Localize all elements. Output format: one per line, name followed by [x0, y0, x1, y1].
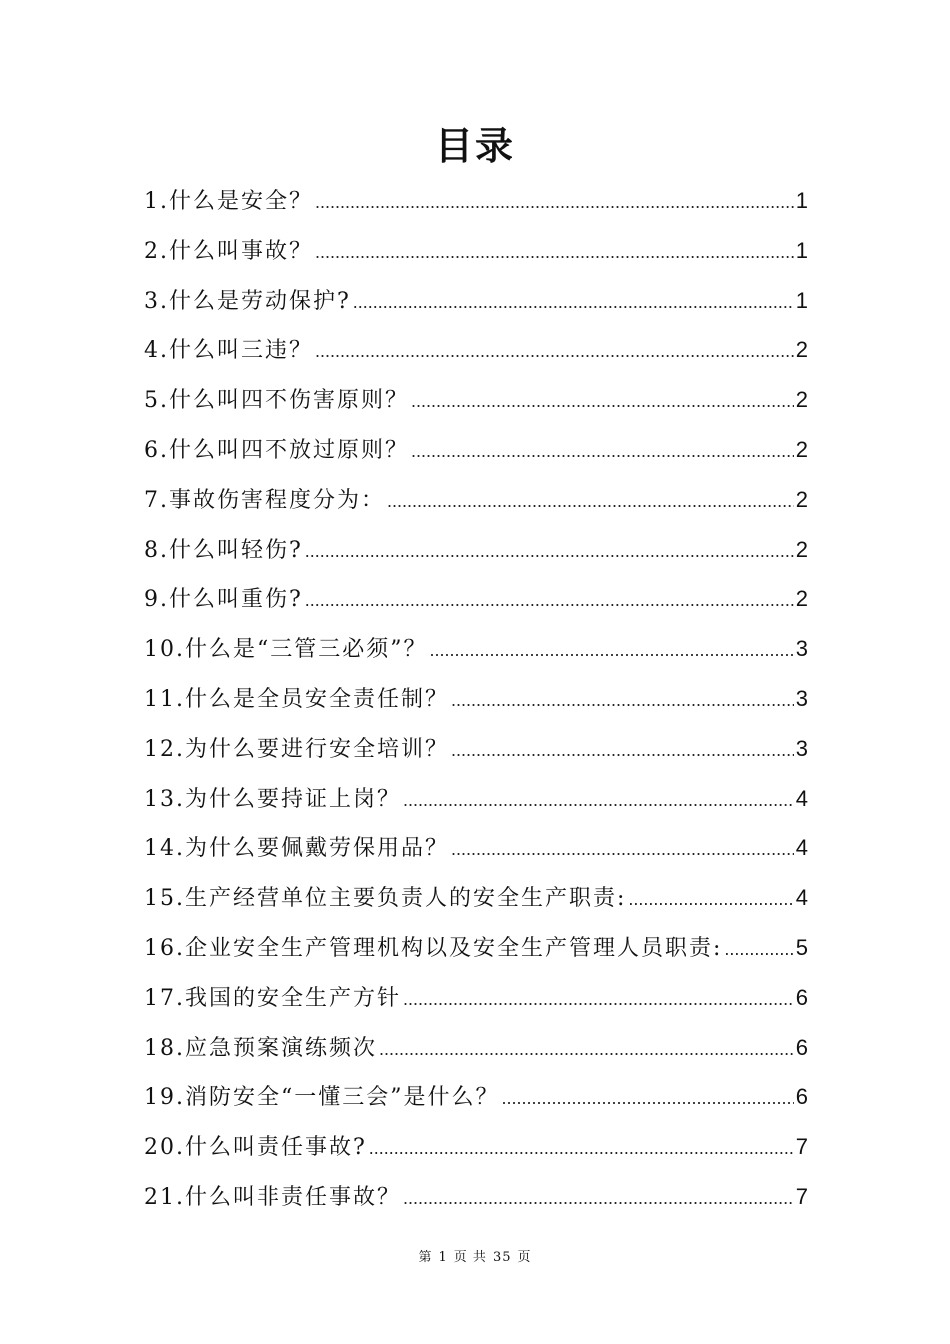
toc-entry-page-number: 3: [795, 685, 808, 711]
toc-entry-page-number: 5: [795, 934, 808, 960]
page-title: 目录: [434, 123, 515, 168]
toc-entry-page-number: 7: [795, 1134, 808, 1160]
toc-leader-dots: [403, 975, 794, 1025]
toc-entry[interactable]: [144, 325, 808, 375]
toc-entry[interactable]: [144, 873, 808, 923]
toc-entry-page-number: 7: [795, 1183, 808, 1209]
toc-entry-page-number: 4: [795, 835, 808, 861]
footer-middle: 页 共: [453, 1250, 487, 1265]
toc-leader-dots: [403, 1174, 794, 1224]
toc-entry-page-number: 4: [795, 885, 808, 911]
toc-entry-text: 19.消防安全“一懂三会”是什么？: [144, 1085, 500, 1111]
toc-leader-dots: [403, 776, 794, 826]
toc-leader-dots: [315, 327, 794, 377]
toc-leader-dots: [387, 477, 794, 527]
toc-entry-text: 9.什么叫重伤?: [144, 587, 303, 613]
toc-entry[interactable]: [144, 724, 808, 774]
toc-entry[interactable]: [144, 176, 808, 226]
toc-leader-dots: [724, 925, 793, 975]
toc-leader-dots: [429, 626, 793, 676]
toc-entry[interactable]: [144, 1072, 808, 1122]
toc-leader-dots: [305, 527, 794, 577]
page-footer: [0, 1246, 950, 1265]
toc-entry-text: 14.为什么要佩戴劳保用品？: [144, 836, 449, 862]
toc-entry-text: 10.什么是“三管三必须”？: [144, 637, 428, 663]
toc-entry[interactable]: [144, 1122, 808, 1172]
toc-entry-text: 7.事故伤害程度分为：: [144, 487, 385, 513]
toc-leader-dots: [451, 726, 794, 776]
toc-entry-page-number: 6: [795, 984, 808, 1010]
toc-entry-page-number: 2: [795, 536, 808, 562]
footer-prefix: 第: [418, 1250, 433, 1265]
toc-entry-text: 21.什么叫非责任事故？: [144, 1184, 401, 1210]
toc-entry-page-number: 3: [795, 735, 808, 761]
toc-entry-text: 15.生产经营单位主要负责人的安全生产职责:: [144, 886, 627, 912]
toc-leader-dots: [451, 825, 794, 875]
toc-entry-page-number: 3: [795, 636, 808, 662]
footer-suffix: 页: [517, 1250, 532, 1265]
table-of-contents: [144, 176, 808, 1222]
toc-entry-text: 5.什么叫四不伤害原则？: [144, 388, 409, 414]
toc-entry-page-number: 1: [795, 188, 808, 213]
toc-leader-dots: [379, 1025, 794, 1075]
toc-entry[interactable]: [144, 774, 808, 824]
toc-entry[interactable]: [144, 973, 808, 1023]
toc-entry-text: 16.企业安全生产管理机构以及安全生产管理人员职责:: [144, 935, 723, 961]
toc-entry[interactable]: [144, 375, 808, 425]
toc-leader-dots: [411, 377, 794, 427]
footer-current-page: 1: [438, 1250, 448, 1265]
toc-entry[interactable]: [144, 674, 808, 724]
toc-entry-page-number: 1: [795, 237, 808, 263]
toc-entry[interactable]: [144, 624, 808, 674]
toc-entry-page-number: 2: [795, 586, 808, 612]
toc-entry-text: 8.什么叫轻伤?: [144, 537, 303, 563]
toc-entry-page-number: 2: [795, 337, 808, 363]
footer-total-pages: 35: [492, 1250, 512, 1265]
toc-entry[interactable]: [144, 525, 808, 575]
toc-entry-page-number: 4: [795, 785, 808, 811]
toc-entry-text: 13.为什么要持证上岗？: [144, 786, 401, 812]
toc-entry[interactable]: [144, 425, 808, 475]
toc-leader-dots: [369, 1124, 794, 1174]
toc-entry-text: 2.什么叫事故？: [144, 238, 313, 264]
toc-leader-dots: [451, 676, 794, 726]
toc-entry-text: 1.什么是安全？: [144, 189, 313, 214]
toc-leader-dots: [501, 1074, 793, 1124]
toc-entry-text: 17.我国的安全生产方针: [144, 985, 401, 1011]
toc-entry[interactable]: [144, 1023, 808, 1073]
toc-entry[interactable]: [144, 574, 808, 624]
toc-leader-dots: [305, 576, 794, 626]
toc-entry-page-number: 1: [795, 287, 808, 313]
toc-entry-text: 3.什么是劳动保护?: [144, 288, 351, 314]
toc-entry-page-number: 2: [795, 387, 808, 413]
toc-entry-page-number: 6: [795, 1084, 808, 1110]
toc-entry[interactable]: [144, 475, 808, 525]
toc-entry-text: 18.应急预案演练频次: [144, 1035, 377, 1061]
toc-leader-dots: [411, 427, 794, 477]
toc-entry-text: 20.什么叫责任事故?: [144, 1135, 367, 1161]
toc-entry-text: 4.什么叫三违？: [144, 338, 313, 364]
toc-entry-text: 11.什么是全员安全责任制？: [144, 686, 449, 712]
toc-entry[interactable]: [144, 226, 808, 276]
toc-entry[interactable]: [144, 823, 808, 873]
toc-entry-page-number: 2: [795, 486, 808, 512]
toc-entry[interactable]: [144, 276, 808, 326]
toc-entry-text: 6.什么叫四不放过原则？: [144, 437, 409, 463]
toc-leader-dots: [628, 875, 793, 925]
toc-leader-dots: [315, 178, 794, 228]
toc-entry-page-number: 2: [795, 436, 808, 462]
toc-entry-page-number: 6: [795, 1034, 808, 1060]
toc-leader-dots: [353, 278, 794, 328]
toc-entry[interactable]: [144, 1172, 808, 1222]
toc-entry[interactable]: [144, 923, 808, 973]
toc-leader-dots: [315, 228, 794, 278]
toc-entry-text: 12.为什么要进行安全培训？: [144, 736, 449, 762]
